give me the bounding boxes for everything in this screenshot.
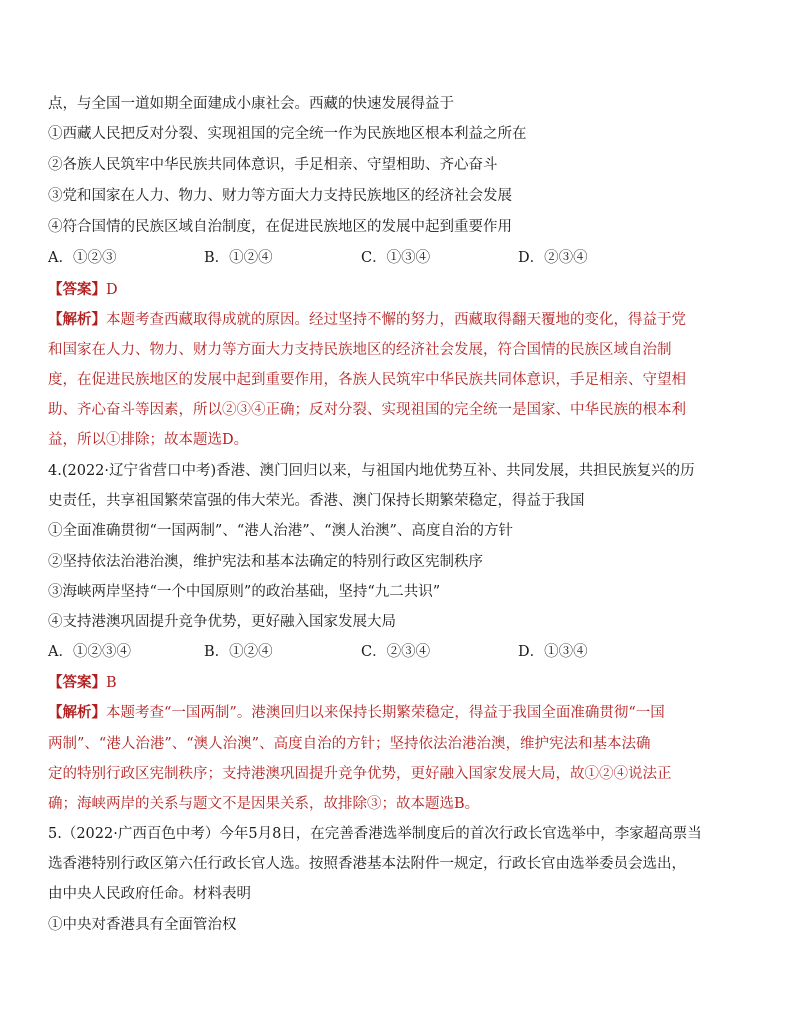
q3-option-b: B．①②④ [204, 250, 273, 266]
analysis-tag: 【解析】 [48, 704, 106, 721]
q3-analysis-line-2: 和国家在人力、物力、财力等方面大力支持民族地区的经济社会发展，符合国情的民族区域自治制 [48, 342, 672, 358]
q4-option-c: C．②③④ [361, 644, 431, 660]
q3-analysis-line-3: 度，在促进民族地区的发展中起到重要作用，各族人民筑牢中华民族共同体意识，手足相亲、守望相 [48, 372, 686, 388]
q3-analysis-line-4: 助、齐心奋斗等因素，所以②③④正确；反对分裂、实现祖国的完全统一是国家、中华民族的根本利 [48, 402, 686, 418]
analysis-text: 本题考查西藏取得成就的原因。经过坚持不懈的努力，西藏取得翻天覆地的变化，得益于党 [106, 312, 686, 328]
q5-item-1: ①中央对香港具有全面管治权 [48, 917, 237, 933]
q3-answer [48, 280, 748, 300]
answer-tag: 【答案】 [48, 281, 106, 298]
q4-analysis-line-4: 确；海峡两岸的关系与题文不是因果关系，故排除③；故本题选B。 [48, 796, 480, 812]
q4-item-2: ②坚持依法治港治澳，维护宪法和基本法确定的特别行政区宪制秩序 [48, 554, 483, 570]
q4-analysis-line-1 [48, 703, 748, 723]
q5-stem-line-2: 选香港特别行政区第六任行政长官人选。按照香港基本法附件一规定，行政长官由选举委员会选出， [48, 856, 686, 872]
q3-analysis-line-5: 益，所以①排除；故本题选D。 [48, 432, 249, 448]
q4-item-4: ④支持港澳巩固提升竞争优势，更好融入国家发展大局 [48, 614, 396, 630]
q4-analysis-line-3: 定的特别行政区宪制秩序；支持港澳巩固提升竞争优势，更好融入国家发展大局，故①②④说法正 [48, 766, 672, 782]
q4-item-1: ①全面准确贯彻“一国两制”、“港人治港”、“澳人治澳”、高度自治的方针 [48, 523, 513, 539]
answer-value: D [106, 282, 118, 298]
q3-item-3: ③党和国家在人力、物力、财力等方面大力支持民族地区的经济社会发展 [48, 188, 512, 204]
analysis-text: 本题考查“一国两制”。港澳回归以来保持长期繁荣稳定，得益于我国全面准确贯彻“一国 [106, 705, 665, 721]
q5-stem-line-1: 5.（2022·广西百色中考）今年5月8日，在完善香港选举制度后的首次行政长官选举中，李家超高票当 [48, 826, 702, 842]
q3-option-d: D．②③④ [518, 250, 588, 266]
q3-stem: 点，与全国一道如期全面建成小康社会。西藏的快速发展得益于 [48, 96, 454, 112]
q4-answer [48, 673, 748, 693]
answer-tag: 【答案】 [48, 674, 106, 691]
q3-item-1: ①西藏人民把反对分裂、实现祖国的完全统一作为民族地区根本利益之所在 [48, 126, 527, 142]
q4-stem-line-1: 4.(2022·辽宁省营口中考)香港、澳门回归以来，与祖国内地优势互补、共同发展，共担民族复兴的历 [48, 463, 695, 479]
q3-option-c: C．①③④ [361, 250, 431, 266]
answer-value: B [106, 675, 117, 691]
q3-item-2: ②各族人民筑牢中华民族共同体意识，手足相亲、守望相助、齐心奋斗 [48, 157, 498, 173]
q3-analysis-line-1 [48, 310, 748, 330]
q4-stem-line-2: 史责任，共享祖国繁荣富强的伟大荣光。香港、澳门保持长期繁荣稳定，得益于我国 [48, 493, 585, 509]
q3-option-a: A．①②③ [48, 250, 117, 266]
q5-stem-line-3: 由中央人民政府任命。材料表明 [48, 886, 251, 902]
analysis-tag: 【解析】 [48, 311, 106, 328]
q4-analysis-line-2: 两制”、“港人治港”、“澳人治澳”、高度自治的方针；坚持依法治港治澳，维护宪法和基本法确 [48, 736, 651, 752]
q4-option-d: D．①③④ [518, 644, 588, 660]
q4-option-a: A．①②③④ [48, 644, 131, 660]
q4-option-b: B．①②④ [204, 644, 273, 660]
q3-item-4: ④符合国情的民族区域自治制度，在促进民族地区的发展中起到重要作用 [48, 219, 512, 235]
q4-item-3: ③海峡两岸坚持“一个中国原则”的政治基础，坚持“九二共识” [48, 584, 441, 600]
